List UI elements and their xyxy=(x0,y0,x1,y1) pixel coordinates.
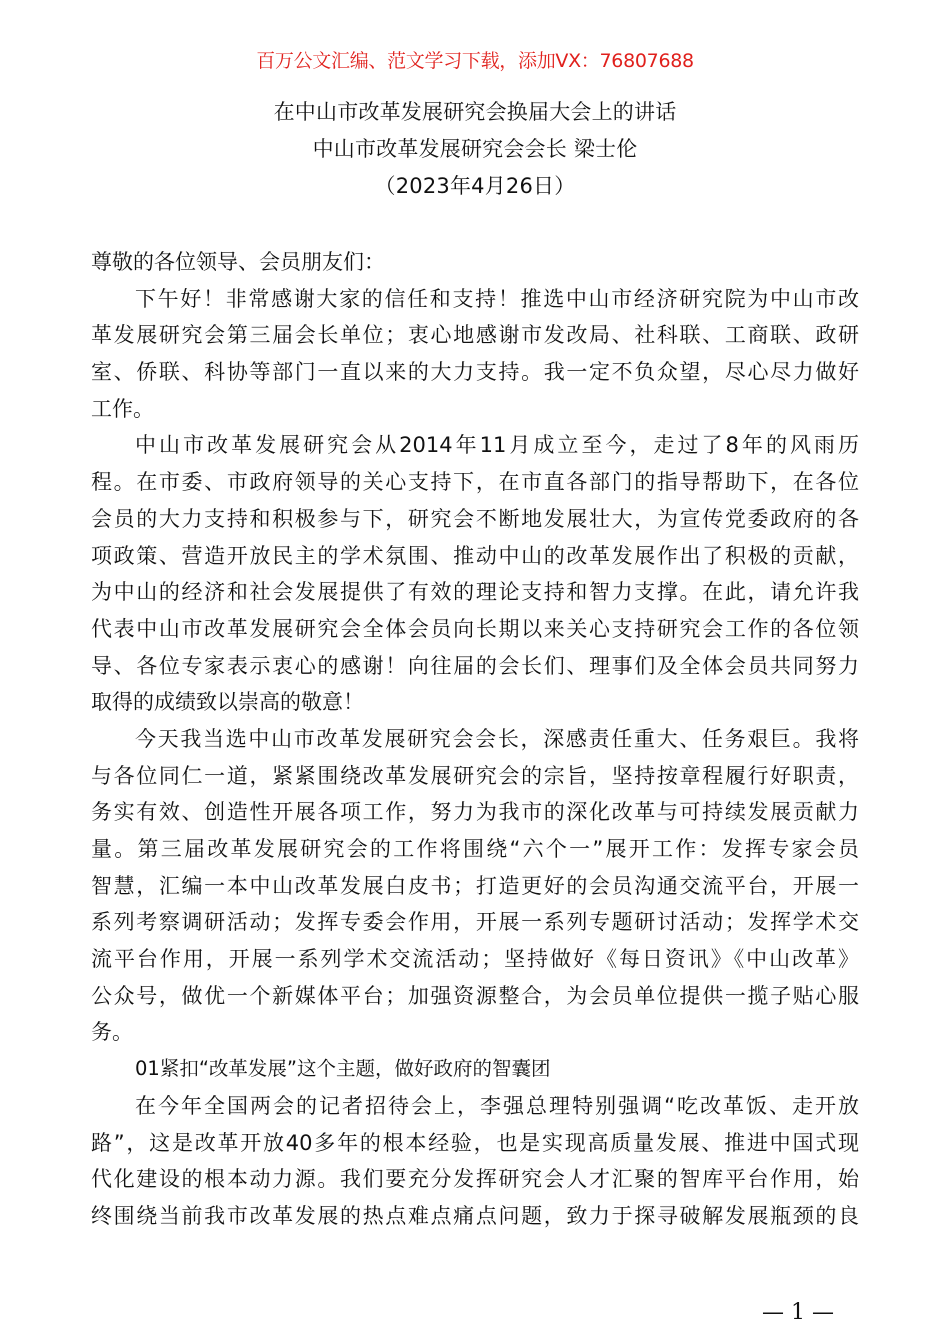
text-line: 取得的成绩致以崇高的敬意！ xyxy=(91,690,364,715)
text-line: 智慧，汇编一本中山改革发展白皮书；打造更好的会员沟通交流平台，开展一 xyxy=(91,873,859,898)
text-line: 公众号，做优一个新媒体平台；加强资源整合，为会员单位提供一揽子贴心服 xyxy=(91,983,859,1008)
text-line: 01紧扣“改革发展”这个主题，做好政府的智囊团 xyxy=(135,1057,551,1081)
text-line: 导、各位专家表示衷心的感谢！向往届的会长们、理事们及全体会员共同努力 xyxy=(91,653,859,678)
page-number: — 1 — xyxy=(762,1300,834,1325)
text-line: 下午好！非常感谢大家的信任和支持！推选中山市经济研究院为中山市改 xyxy=(135,286,859,311)
paragraph xyxy=(91,427,859,721)
text-line: 量。第三届改革发展研究会的工作将围绕“六个一”展开工作：发挥专家会员 xyxy=(91,837,859,861)
text-line: 革发展研究会第三届会长单位；衷心地感谢市发改局、社科联、工商联、政研 xyxy=(91,323,859,348)
text-line: 系列考察调研活动；发挥专委会作用，开展一系列专题研讨活动；发挥学术交 xyxy=(91,910,859,935)
paragraph xyxy=(91,281,859,428)
text-line: 流平台作用，开展一系列学术交流活动；坚持做好《每日资讯》《中山改革》 xyxy=(91,947,859,972)
text-line: 室、侨联、科协等部门一直以来的大力支持。我一定不负众望，尽心尽力做好 xyxy=(91,360,859,385)
watermark-banner: 百万公文汇编、范文学习下载，添加VX：76807688 xyxy=(256,50,694,72)
speech-date: （2023年4月26日） xyxy=(374,174,576,198)
document-body xyxy=(91,244,859,1235)
text-line: 与各位同仁一道，紧紧围绕改革发展研究会的宗旨，坚持按章程履行好职责， xyxy=(91,763,859,788)
text-line: 尊敬的各位领导、会员朋友们： xyxy=(91,250,385,274)
text-line: 务。 xyxy=(91,1020,133,1045)
text-line: 路”，这是改革开放40多年的根本经验，也是实现高质量发展、推进中国式现 xyxy=(91,1130,859,1155)
paragraph xyxy=(91,1088,859,1235)
speaker-line: 中山市改革发展研究会会长 梁士伦 xyxy=(312,137,638,161)
text-line: 工作。 xyxy=(91,396,154,421)
speech-title: 在中山市改革发展研究会换届大会上的讲话 xyxy=(273,100,677,124)
paragraph xyxy=(91,721,859,1051)
text-line: 终围绕当前我市改革发展的热点难点痛点问题，致力于探寻破解发展瓶颈的良 xyxy=(91,1203,859,1228)
text-line: 务实有效、创造性开展各项工作，努力为我市的深化改革与可持续发展贡献力 xyxy=(91,800,859,825)
paragraph xyxy=(91,244,859,281)
text-line: 程。在市委、市政府领导的关心支持下，在市直各部门的指导帮助下，在各位 xyxy=(91,470,859,495)
section-heading xyxy=(91,1051,859,1088)
text-line: 代表中山市改革发展研究会全体会员向长期以来关心支持研究会工作的各位领 xyxy=(91,616,859,641)
text-line: 中山市改革发展研究会从2014年11月成立至今，走过了8年的风雨历 xyxy=(135,433,859,458)
text-line: 代化建设的根本动力源。我们要充分发挥研究会人才汇聚的智库平台作用，始 xyxy=(91,1167,859,1192)
text-line: 会员的大力支持和积极参与下，研究会不断地发展壮大，为宣传党委政府的各 xyxy=(91,506,859,531)
text-line: 今天我当选中山市改革发展研究会会长，深感责任重大、任务艰巨。我将 xyxy=(135,726,859,751)
text-line: 为中山的经济和社会发展提供了有效的理论支持和智力支撑。在此，请允许我 xyxy=(91,580,859,605)
text-line: 项政策、营造开放民主的学术氛围、推动中山的改革发展作出了积极的贡献， xyxy=(91,543,859,568)
text-line: 在今年全国两会的记者招待会上，李强总理特别强调“吃改革饭、走开放 xyxy=(135,1093,859,1118)
